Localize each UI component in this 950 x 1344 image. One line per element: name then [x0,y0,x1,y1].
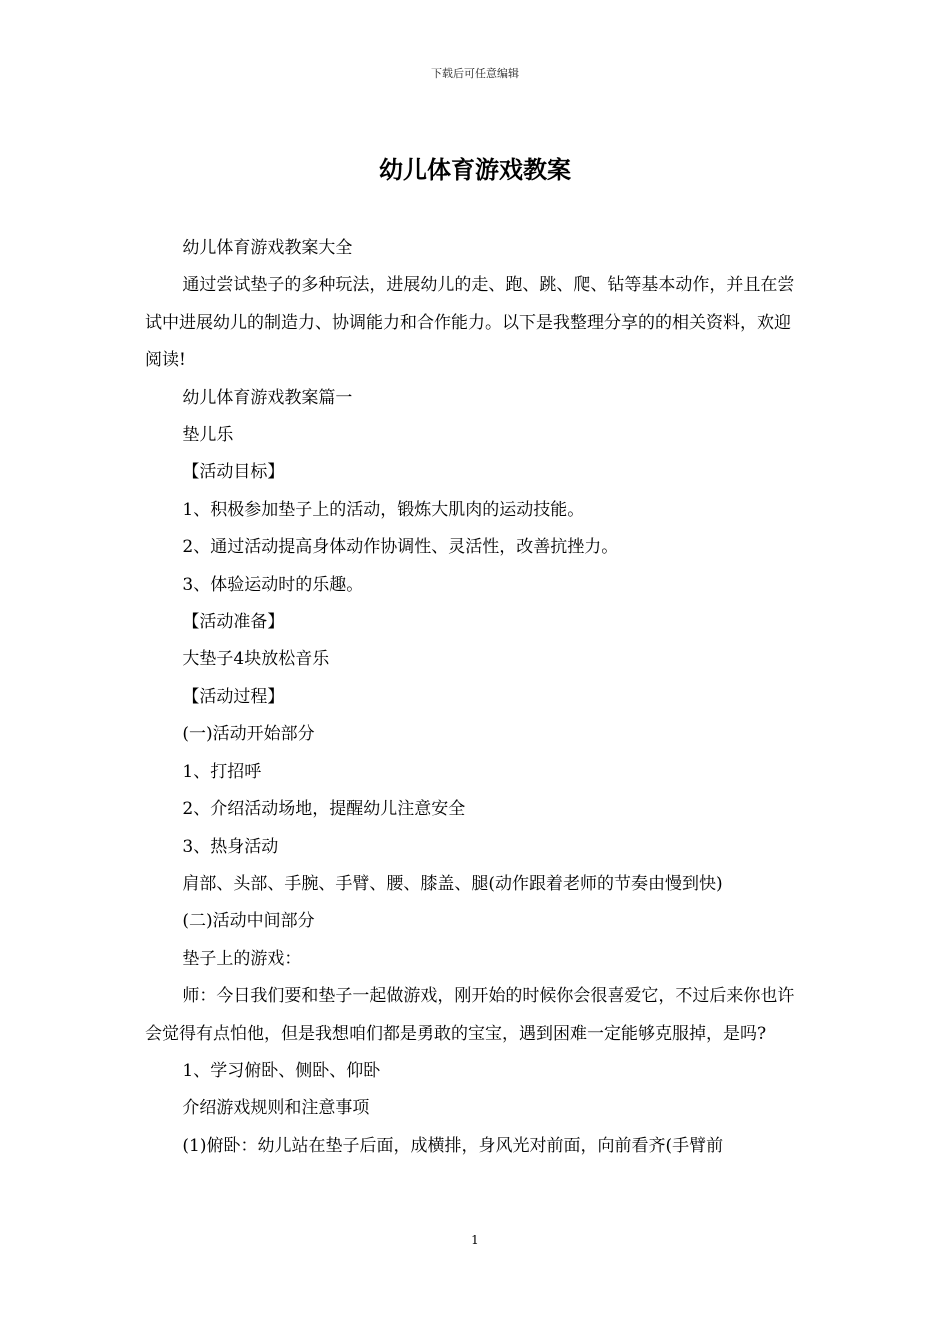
paragraph-step-2: 2、介绍活动场地，提醒幼儿注意安全 [182,799,466,820]
header-note: 下载后可任意编辑 [431,67,519,80]
document-body [145,230,807,1165]
paragraph-section-heading: 幼儿体育游戏教案篇一 [182,387,353,408]
paragraph-goal-1: 1、积极参加垫子上的活动，锻炼大肌肉的运动技能。 [182,499,585,520]
paragraph-mat-games: 垫子上的游戏： [182,948,302,969]
paragraph-warmup: 肩部、头部、手腕、手臂、腰、膝盖、腿(动作跟着老师的节奏由慢到快) [182,873,723,894]
paragraph-step-1: 1、打招呼 [182,761,262,782]
paragraph-step-3: 3、热身活动 [182,836,279,857]
paragraph-goal-3: 3、体验运动时的乐趣。 [182,574,364,595]
paragraph-prone: (1)俯卧：幼儿站在垫子后面，成横排，身风光对前面，向前看齐(手臂前 [182,1135,724,1156]
paragraph-intro-heading: 幼儿体育游戏教案大全 [182,238,353,258]
paragraph-prep: 大垫子4块放松音乐 [182,649,330,670]
paragraph-teacher-speech: 师：今日我们要和垫子一起做游戏，刚开始的时候你会很喜爱它，不过后来你也许会觉得有点怕他，但是我想咱们都是勇敢的宝宝，遇到困难一定能够克服掉，是吗? [145,986,795,1044]
paragraph-prep-heading: 【活动准备】 [182,612,285,633]
paragraph-part-2: (二)活动中间部分 [182,911,315,932]
document-title: 幼儿体育游戏教案 [379,155,571,184]
page-number: 1 [471,1233,479,1247]
paragraph-process-heading: 【活动过程】 [182,686,285,707]
paragraph-part-1: (一)活动开始部分 [182,724,315,745]
paragraph-intro: 通过尝试垫子的多种玩法，进展幼儿的走、跑、跳、爬、钻等基本动作，并且在尝试中进展幼儿的制造力、协调能力和合作能力。以下是我整理分享的的相关资料，欢迎阅读! [145,275,795,371]
paragraph-goals-heading: 【活动目标】 [182,462,285,483]
paragraph-goal-2: 2、通过活动提高身体动作协调性、灵活性，改善抗挫力。 [182,537,619,558]
paragraph-rules: 介绍游戏规则和注意事项 [182,1098,370,1119]
paragraph-activity-name: 垫儿乐 [182,425,234,446]
paragraph-learn-poses: 1、学习俯卧、侧卧、仰卧 [182,1060,381,1081]
